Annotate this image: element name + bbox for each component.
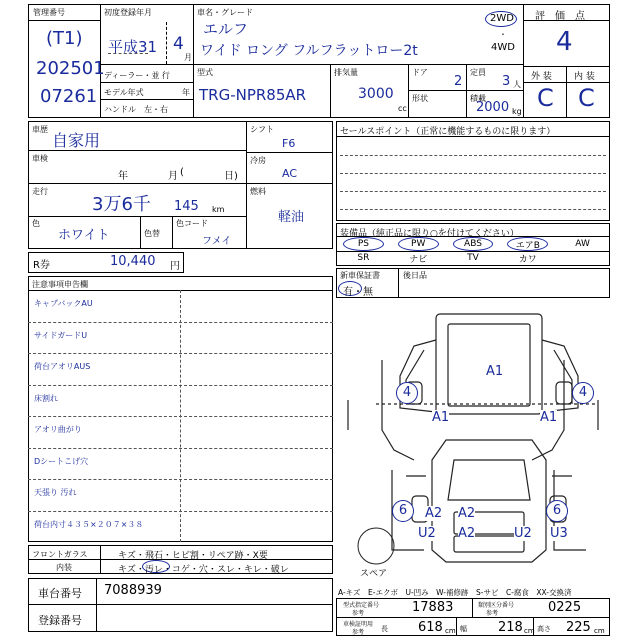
mileage-label: 走行 bbox=[32, 187, 48, 196]
recycle-label: R券 bbox=[33, 260, 50, 271]
equipment-item: エアB bbox=[507, 237, 548, 251]
length-label: 長 bbox=[381, 625, 388, 633]
shape-label: 形状 bbox=[412, 94, 428, 103]
type-label: 車歴 bbox=[32, 125, 48, 134]
doors-label: ドア bbox=[412, 68, 428, 77]
damage-mark: U3 bbox=[550, 526, 568, 541]
interior-label: 内 装 bbox=[574, 72, 595, 82]
shift-value: F6 bbox=[282, 137, 296, 150]
notes-title: 注意事項申告欄 bbox=[32, 280, 88, 289]
model-year-label: モデル年式 bbox=[104, 88, 144, 97]
equipment-item: AW bbox=[575, 239, 590, 249]
handle-label: ハンドル 左・右 bbox=[104, 105, 168, 114]
color-label: 色 bbox=[32, 219, 40, 228]
mgmt-no-label: 管理番号 bbox=[33, 8, 65, 17]
sales-points-title: セールスポイント（正常に機能するものに限ります） bbox=[340, 127, 556, 137]
equipment-item: ナビ bbox=[409, 254, 428, 265]
mileage-sub: 145 bbox=[174, 199, 199, 214]
grade-title: 評 価 点 bbox=[535, 11, 585, 22]
interior-value: キズ・汚レ・コゲ・穴・スレ・キレ・破レ bbox=[118, 565, 289, 575]
fuel-label: 燃料 bbox=[250, 187, 266, 196]
damage-mark: 6 bbox=[392, 500, 414, 522]
car-name-line2: ワイド ロング フルフラットロー2t bbox=[200, 43, 418, 59]
note-item: Dシートこげ穴 bbox=[34, 456, 89, 466]
note-item: 床割れ bbox=[34, 393, 58, 403]
damage-mark: A1 bbox=[540, 410, 558, 425]
type-no-label: 型式指定番号 bbox=[343, 602, 380, 609]
damage-mark: U2 bbox=[418, 526, 436, 541]
front-glass-value: キズ・飛石・ヒビ割・リペア跡・X要 bbox=[118, 551, 268, 561]
reg-label: 登録番号 bbox=[38, 614, 82, 627]
fuel-value: 軽油 bbox=[278, 210, 305, 225]
damage-mark: U2 bbox=[514, 526, 532, 541]
mileage-value: 3万6千 bbox=[92, 194, 151, 215]
grade-overall: 4 bbox=[556, 27, 573, 57]
load-value: 2000 bbox=[476, 100, 510, 115]
shift-label: シフト bbox=[250, 125, 274, 134]
equipment-item: PW bbox=[398, 237, 439, 251]
note-item: キャブバックAU bbox=[34, 299, 93, 308]
drive-2wd: 2WD bbox=[490, 13, 514, 24]
ac-label: 冷房 bbox=[250, 156, 266, 165]
equipment-item bbox=[555, 251, 610, 265]
width-value: 218 bbox=[498, 620, 523, 635]
damage-legend: A-キズ E-エクボ U-凹み W-補修跡 S-サビ C-腐食 XX-交換済 bbox=[338, 588, 572, 597]
damage-mark: 4 bbox=[572, 382, 594, 404]
chassis-label: 車台番号 bbox=[38, 587, 82, 600]
type-no-value: 17883 bbox=[412, 600, 454, 615]
color-code-value: フメイ bbox=[202, 236, 232, 247]
equipment-item: TV bbox=[467, 253, 479, 263]
displacement-value: 3000 bbox=[358, 86, 394, 102]
grade-exterior: C bbox=[537, 84, 554, 112]
damage-mark: A1 bbox=[432, 410, 450, 425]
length-value: 618 bbox=[418, 620, 443, 635]
first-reg-month: 4 bbox=[173, 34, 184, 54]
width-label: 幅 bbox=[460, 625, 467, 633]
spare-label: スペア bbox=[360, 569, 388, 579]
load-label: 積載 bbox=[470, 94, 486, 103]
warranty-value: 有・無 bbox=[343, 287, 373, 298]
note-item: アオリ曲がり bbox=[34, 425, 82, 434]
model-label: 型式 bbox=[197, 68, 213, 77]
damage-mark: 6 bbox=[546, 500, 568, 522]
mgmt-no-line1: (T1) bbox=[46, 28, 83, 49]
type-value: 自家用 bbox=[52, 131, 101, 150]
category-label: 類別区分番号 bbox=[478, 602, 515, 609]
ac-value: AC bbox=[282, 167, 298, 180]
equipment-item: ABS bbox=[453, 237, 494, 251]
exterior-label: 外 装 bbox=[531, 72, 552, 82]
note-item: 天張り 汚れ bbox=[34, 488, 77, 497]
height-label: 高さ bbox=[537, 625, 551, 633]
damage-mark: A2 bbox=[458, 506, 476, 521]
first-reg-era: 平成31 bbox=[108, 38, 158, 56]
color-value: ホワイト bbox=[58, 228, 110, 243]
cert-label: 車検証明用 bbox=[343, 621, 374, 628]
damage-mark: 4 bbox=[396, 382, 418, 404]
color-code-label: 色コード bbox=[176, 219, 208, 228]
damage-mark: A2 bbox=[425, 506, 443, 521]
equipment-item: SR bbox=[357, 253, 370, 263]
note-item: サイドガードU bbox=[34, 330, 88, 340]
doors-value: 2 bbox=[454, 74, 463, 89]
note-item: 荷台アオリAUS bbox=[34, 362, 91, 371]
category-value: 0225 bbox=[548, 600, 582, 615]
note-item: 荷台内寸４３５×２０７×３８ bbox=[34, 519, 144, 529]
equipment-item: PS bbox=[343, 237, 384, 251]
equipment-item: カワ bbox=[518, 254, 537, 265]
drive-4wd: 4WD bbox=[491, 42, 515, 53]
equipment-title: 装備品（純正品に限り○を付けてください） bbox=[340, 229, 519, 239]
interior-label: 内装 bbox=[56, 563, 72, 572]
damage-mark: A1 bbox=[486, 364, 504, 379]
first-reg-label: 初度登録年月 bbox=[104, 8, 152, 17]
color-change-label: 色替 bbox=[144, 229, 160, 238]
recycle-value: 10,440 bbox=[110, 254, 156, 269]
front-glass-label: フロントガラス bbox=[32, 550, 88, 559]
displacement-label: 排気量 bbox=[334, 68, 358, 77]
recycle-frame bbox=[28, 252, 184, 273]
dealer-label: ディーラー・並 行 bbox=[104, 71, 170, 80]
capacity-label: 定員 bbox=[470, 68, 486, 77]
car-name-line1: エルフ bbox=[203, 20, 249, 38]
history-label: 後日品 bbox=[403, 271, 427, 280]
shaken-label: 車検 bbox=[32, 154, 48, 163]
height-value: 225 bbox=[566, 620, 591, 635]
capacity-value: 3 bbox=[502, 74, 511, 89]
mgmt-no-line2: 202501 bbox=[36, 58, 105, 79]
model-value: TRG-NPR85AR bbox=[199, 86, 307, 104]
mgmt-no-line3: 07261 bbox=[40, 86, 98, 107]
warranty-label: 新車保証書 bbox=[340, 271, 380, 280]
chassis-value: 7088939 bbox=[104, 583, 162, 598]
damage-mark: A2 bbox=[458, 526, 476, 541]
car-name-label: 車名・グレード bbox=[197, 8, 253, 17]
grade-interior: C bbox=[578, 84, 595, 112]
